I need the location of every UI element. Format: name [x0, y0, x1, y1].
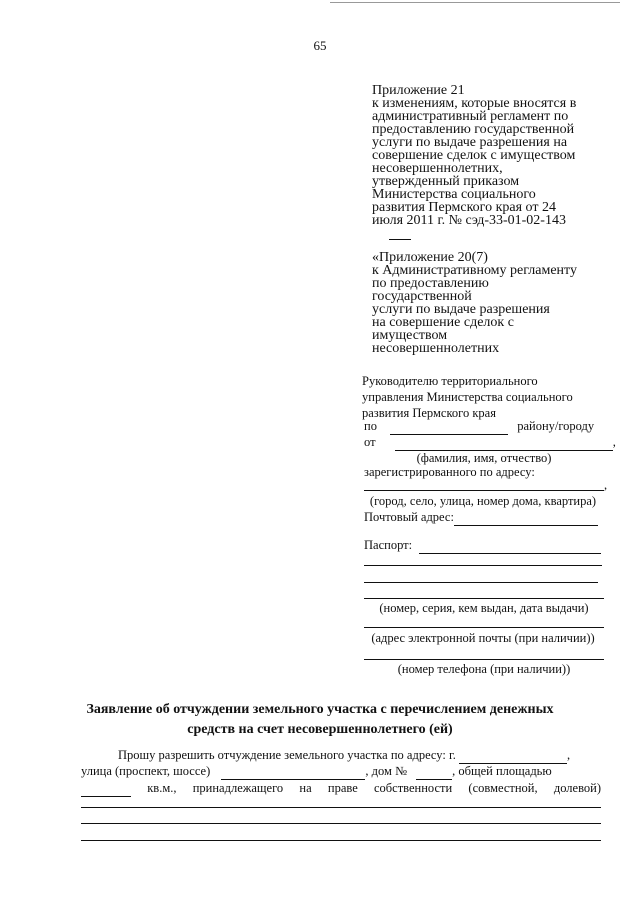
address-caption: (город, село, улица, номер дома, квартира) [369, 494, 597, 508]
passport-line-4[interactable] [364, 598, 604, 599]
document-title [0, 700, 640, 740]
area-field[interactable] [81, 781, 131, 797]
district-row [364, 419, 594, 435]
title-line: Заявление об отчуждении земельного участка с перечислением денежных [86, 702, 554, 717]
district-field[interactable] [390, 419, 508, 435]
appendix-21-line: к изменениям, которые вносятся в [372, 96, 577, 111]
appendix-20-line: по предоставлению [372, 276, 489, 291]
appendix-21-line: утвержденный приказом [372, 174, 520, 189]
street-field[interactable] [221, 764, 365, 780]
area-label: , общей площадью [452, 764, 552, 778]
separator-dash [389, 239, 411, 240]
appendix-20-line: имуществом [372, 328, 448, 343]
addressee-line: Руководителю территориального [362, 374, 538, 388]
ownership-detail-line[interactable] [81, 840, 601, 841]
passport-line-2[interactable] [364, 565, 602, 566]
passport-row [364, 538, 601, 554]
top-rule [330, 2, 620, 3]
postal-label: Почтовый адрес: [364, 510, 454, 524]
applicant-name-field[interactable] [395, 435, 613, 451]
appendix-20-line: к Административному регламенту [372, 263, 577, 278]
appendix-21-line: Министерства социального [372, 187, 536, 202]
appendix-20-line: «Приложение 20(7) [372, 250, 488, 265]
district-suffix: районy/городу [517, 419, 595, 433]
joint-label: (совместной, [468, 781, 538, 795]
comma: , [604, 478, 608, 492]
title-line: средств на счет несовершеннолетнего (ей) [187, 722, 453, 737]
addressee-header [362, 373, 573, 421]
city-field[interactable] [459, 748, 567, 764]
appendix-21-line: административный регламент по [372, 109, 569, 124]
postal-row [364, 510, 598, 526]
addressee-line: развития Пермского края [362, 406, 496, 420]
request-line-1 [118, 748, 570, 764]
phone-caption: (номер телефона (при наличии)) [397, 662, 571, 676]
appendix-21-line: июля 2011 г. № сэд-33-01-02-143 [372, 213, 566, 228]
kvm-label: кв.м., [147, 781, 177, 795]
addressee-line: управления Министерства социального [362, 390, 573, 404]
appendix-21-line: Приложение 21 [372, 83, 465, 98]
ownership-detail-line[interactable] [81, 807, 601, 808]
appendix-21-line: предоставлению государственной [372, 122, 575, 137]
appendix-20-line: несовершеннолетних [372, 341, 500, 356]
request-line-3 [81, 781, 601, 797]
street-label: улица (проспект, шоссе) [81, 764, 211, 778]
registered-address-field[interactable] [364, 490, 604, 491]
shared-label: долевой) [553, 781, 601, 795]
appendix-21-line: совершение сделок с имуществом [372, 148, 576, 163]
passport-line-3[interactable] [364, 582, 598, 583]
na-label: на [299, 781, 312, 795]
appendix-20-line: государственной [372, 289, 472, 304]
request-text: Прошу разрешить отчуждение земельного участка по адресу: г. [118, 748, 456, 762]
appendix-21-block [372, 84, 576, 227]
appendix-20-block [372, 251, 577, 355]
phone-field[interactable] [364, 659, 604, 660]
fio-caption: (фамилия, имя, отчество) [416, 451, 552, 465]
po-label: по [364, 419, 377, 433]
house-number-field[interactable] [416, 764, 452, 780]
appendix-21-line: развития Пермского края от 24 [372, 200, 556, 215]
appendix-20-line: услуги по выдаче разрешения [372, 302, 550, 317]
passport-label: Паспорт: [364, 538, 413, 552]
registered-label: зарегистрированного по адресу: [364, 465, 535, 479]
ot-label: от [364, 435, 376, 449]
email-caption: (адрес электронной почты (при наличии)) [371, 631, 595, 645]
house-label: , дом № [365, 764, 407, 778]
appendix-21-line: несовершеннолетних, [372, 161, 503, 176]
comma: , [612, 435, 616, 449]
right-label: праве [327, 781, 358, 795]
appendix-20-line: на совершение сделок с [372, 315, 514, 330]
postal-address-field[interactable] [454, 510, 598, 526]
page-number: 65 [313, 38, 327, 53]
comma: , [566, 748, 571, 762]
from-row [364, 435, 616, 451]
email-field[interactable] [364, 627, 604, 628]
owned-label: принадлежащего [192, 781, 284, 795]
appendix-21-line: услуги по выдаче разрешения на [372, 135, 568, 150]
passport-caption: (номер, серия, кем выдан, дата выдачи) [379, 601, 589, 615]
ownership-detail-line[interactable] [81, 823, 601, 824]
request-line-2 [81, 764, 552, 780]
ownership-label: собственности [374, 781, 453, 795]
passport-field[interactable] [419, 538, 601, 554]
